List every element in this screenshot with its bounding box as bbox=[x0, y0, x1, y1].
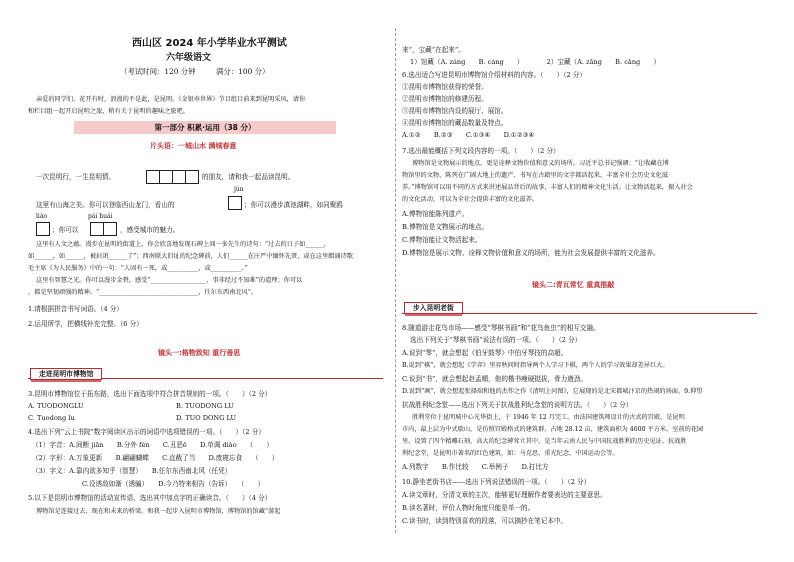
answer-box[interactable] bbox=[146, 170, 160, 184]
exam-subtitle: 六年级语文 bbox=[166, 53, 212, 63]
q7-text-4: 的文化活动，可以为全社会提供丰富的文化滋养。 bbox=[402, 196, 539, 203]
q7-text-2: 物馆里的文物、陈列在广阔大地上的遗产、书写在古籍里的文字都活起来，丰富全社会历史文化滋 bbox=[402, 172, 669, 179]
question-1: 1.请根据拼音书写词语。（4 分） bbox=[28, 305, 124, 313]
pinyin-jun: jùn bbox=[234, 186, 244, 193]
question-4: 4.选出下列“云上书院”数字阅读区出示的词语中选项错误的一项。（ ）（2 分） bbox=[28, 428, 265, 436]
exam-time: （考试时间：120 分钟 bbox=[120, 67, 196, 76]
q3-option-c: C. Tuodong lu bbox=[28, 414, 75, 422]
q3-option-d: D. TUO DONG LU bbox=[176, 414, 237, 422]
question-9: 抗战胜利纪念堂——选出下列关于抗战胜利纪念堂的说明方法。（ ）（2 分） bbox=[402, 401, 633, 409]
pinyin-pai-huai: pái huái bbox=[88, 213, 113, 220]
q9-text-4: 利纪念堂，是昆明市著名的红色建筑，如：马克思、重光纪念、中国运动会等。 bbox=[402, 450, 619, 457]
q4-part-3: （3）字义：A.靠内欲多知乎（智慧） B.任尔东西南北风（任凭） bbox=[32, 467, 232, 475]
q3-option-b: B. TUODONG LU bbox=[176, 402, 234, 410]
question-5: 5.以下是昆明市博物馆的活动宣传语，选出其中加点字的正确读音。（ ）（4 分） bbox=[28, 494, 272, 502]
answer-box[interactable] bbox=[185, 170, 199, 184]
p3-text-b: ，感受城市的魅力。 bbox=[120, 226, 180, 234]
q9-text-1: 胜利堂位于昆明城中心光华街上，于 1946 年 12 月完工。由法国建筑师设计的古式的宫殿，是昆明 bbox=[412, 414, 685, 421]
q8-option-a: A.说到“琴”，就会想起《伯牙鼓琴》中伯牙琴技的高超。 bbox=[402, 349, 568, 357]
question-10: 10.静坐老街书店——选出下列说法错误的一项。（ ）（2 分） bbox=[402, 478, 591, 486]
lens2-tag: 步入昆明老街 bbox=[404, 302, 463, 314]
q7-option-b: B.博物馆是文物展示的地点。 bbox=[402, 223, 489, 231]
q10-option-c: C.读书时，读到特别喜欢的段落，可以摘抄在笔记本中。 bbox=[402, 517, 568, 525]
p8: ，都是坚韧顽强的精神。“________________________________，任尔东西南北风”。 bbox=[28, 289, 258, 296]
question-2: 2.运用所学，把横线补充完整。（6 分） bbox=[28, 320, 143, 328]
answer-box[interactable] bbox=[36, 222, 50, 236]
q4-part-3b: C.设诱敌如渐（诱骗） D.今乃特来相告（告诉） （ ） bbox=[82, 480, 265, 488]
p7: 这里有智慧之光。你可以漫步金碧，感受“__________________，事非经过不知难”的道理；你可以 bbox=[36, 277, 303, 284]
q7-option-c: C.博物馆能让文物活起来。 bbox=[402, 236, 482, 244]
exam-score: 满分：100 分） bbox=[216, 67, 270, 76]
question-3: 3.昆明市博物馆位于拓东路，选出下面选项中符合拼音规则的一项。（ ）（2 分） bbox=[28, 390, 272, 398]
column-divider bbox=[395, 28, 396, 533]
q10-option-a: A.读文章时，分清文章的主次，能够更好理解作者要表达的主要意思。 bbox=[402, 491, 607, 499]
answer-box[interactable] bbox=[90, 222, 104, 236]
question-8-sub: 选出下列关于“琴棋书画”说法有误的一项。（ ）（2 分） bbox=[410, 336, 582, 344]
answer-box[interactable] bbox=[103, 222, 117, 236]
p1-text-a: 一次昆明行，一生昆明情。 bbox=[36, 173, 116, 181]
p2-text-b: ；你可以漫步滇池湖畔，如同聚鸥 bbox=[244, 201, 343, 209]
q7-text-3: 养。”博物馆可以用不同的方式来讲述展品背后的故事，丰富人们的精神文化生活。让文物活起来，振入社会 bbox=[402, 184, 693, 191]
q6-item-2: ②昆明市博物馆的修建历程。 bbox=[402, 95, 488, 103]
p4: 这里有人文之蕴。漫步在昆明的街道上，你会欣喜地发现石碑上闻一多先生的诗句：“过去的日子如______， bbox=[36, 241, 330, 248]
part1-subhead: 片头语：一城山水 满城春意 bbox=[150, 142, 237, 150]
question-8: 8.随道游走花鸟市场——感受“琴棋书画”和“花鸟鱼虫”的相互交融。 bbox=[402, 324, 600, 332]
p2-text-a: 这里有山海之美。你可以登临西山龙门，看山的 bbox=[36, 201, 175, 209]
q10-option-b: B.读名著时，评价人物时角度只能是单一的。 bbox=[402, 504, 535, 512]
lens1-header: 镜头一:格物致知 重行善思 bbox=[158, 349, 241, 357]
q8-option-b: B.说到“棋”，就会想起《学弈》里弈秋问时指导两个人学习下棋，两个人的学习效果却差异巨大。 bbox=[402, 362, 669, 369]
answer-box[interactable] bbox=[228, 196, 242, 210]
q7-option-d: D.博物馆是展示文物、诠释文物价值和意义的场所，能为社会发展提供丰富的文化滋养。 bbox=[402, 249, 660, 257]
q6-item-3: ③昆明市博物馆内设的展厅、展馆。 bbox=[402, 107, 508, 115]
r-line-2: 1）馆藏（A. záng B. cáng ） 2）宝藏（A. zāng B. cāng ） bbox=[410, 58, 661, 66]
p6: 毛主席《为人民服务》中的一句：“人固有一死，或__________，或__________。” bbox=[28, 265, 248, 272]
exam-title: 西山区 2024 年小学毕业水平测试 bbox=[132, 38, 287, 49]
q8-option-d: D.说到“画”，就会想起张择端和他的杰作之作《清明上河图》，它展现的是北宋都城汴京的热闹的场面。9.抑望 bbox=[402, 388, 703, 395]
r-line-1: 来”，宝藏“在起来”。 bbox=[402, 46, 465, 54]
part1-banner: 第一部分 积累·运用（38 分） bbox=[74, 121, 336, 134]
intro-line-1: 亲爱的同学们，花开有时，浪漫的不是此，是昆明。《金银寿世界》节目组目前来到昆明采风，请你 bbox=[36, 96, 306, 103]
question-7: 7.选出最能概括下列文段内容的一项。（ ）（2 分） bbox=[402, 147, 560, 155]
q9-text-3: 里，设置了四个精雕石刻，高大的纪念碑耸立其中，是当年云南人民与中国抗战胜利的历史见证。抗战胜 bbox=[402, 438, 687, 445]
q7-text-1: 博物馆是文物展示的地点，更是诠释文物价值和意义的场所。习近平总书记强调：“让收藏在博 bbox=[412, 160, 669, 167]
q9-options: A.列数字 B.作比较 C.举例子 D.打比方 bbox=[402, 463, 549, 471]
q6-item-1: ①昆明市博物馆获得的荣誉。 bbox=[402, 83, 488, 91]
q8-option-c: C.说到“书”，就会想起赵孟頫，他的楷书瘦硬挺拔，骨力遒劲。 bbox=[402, 375, 588, 383]
q6-item-4: ④昆明市博物馆的藏品数量及特点。 bbox=[402, 119, 508, 127]
p5: 如______，如______，被封闭______了”；西南联大旧址的纪念碑前，人们______在庄严中缅怀先贤，或在这里朗诵诗歌 bbox=[28, 253, 353, 260]
left-column bbox=[28, 0, 383, 562]
q7-option-a: A.博物馆能陈列遗产。 bbox=[402, 210, 469, 218]
lens2-header: 镜头二:青瓦常忆 重真推敲 bbox=[532, 281, 615, 289]
p3-text-a: ；你可以 bbox=[52, 226, 79, 234]
answer-box[interactable] bbox=[172, 170, 186, 184]
pinyin-liao: liáo bbox=[36, 213, 48, 220]
question-6: 6.选出适合写进昆明市博物馆介绍材料的内容。（ ）（2 分） bbox=[402, 71, 587, 79]
lens1-tag: 走进昆明市博物馆 bbox=[30, 368, 102, 380]
q9-text-2: 市内，最上层为中式歇山，是仿照宫殿格式的建筑群。占地 28.12 亩，建筑面积为 4600 平方米。室前的花园 bbox=[402, 426, 704, 433]
q4-part-1: （1）字音：A.间断 jiān B.分外 fèn C.丑恶ē D.单调 diào （ ） bbox=[32, 441, 273, 449]
q3-option-a: A. TUODONGLU bbox=[28, 402, 84, 410]
answer-box[interactable] bbox=[159, 170, 173, 184]
q5-text: 博物馆是连接过去、现在和未来的桥梁。和我一起步入昆明市博物馆，博物馆的馆藏“游起 bbox=[36, 508, 281, 515]
q6-options: A.①② B.②③ C.①③④ D.①②③④ bbox=[402, 131, 535, 139]
intro-line-2: 和栏目组一起开启昆明之旅，稍有关于昆明的趣味之旅吧。 bbox=[28, 108, 189, 115]
q4-part-2: （2）字形：A.万象更新 B.翩翩蝴蝶 C.直截了当 D.废寝忘食 （ ） bbox=[32, 454, 279, 462]
right-column bbox=[402, 0, 757, 562]
p1-text-b: 的朋友，请和我一起品读昆明。 bbox=[202, 173, 295, 181]
